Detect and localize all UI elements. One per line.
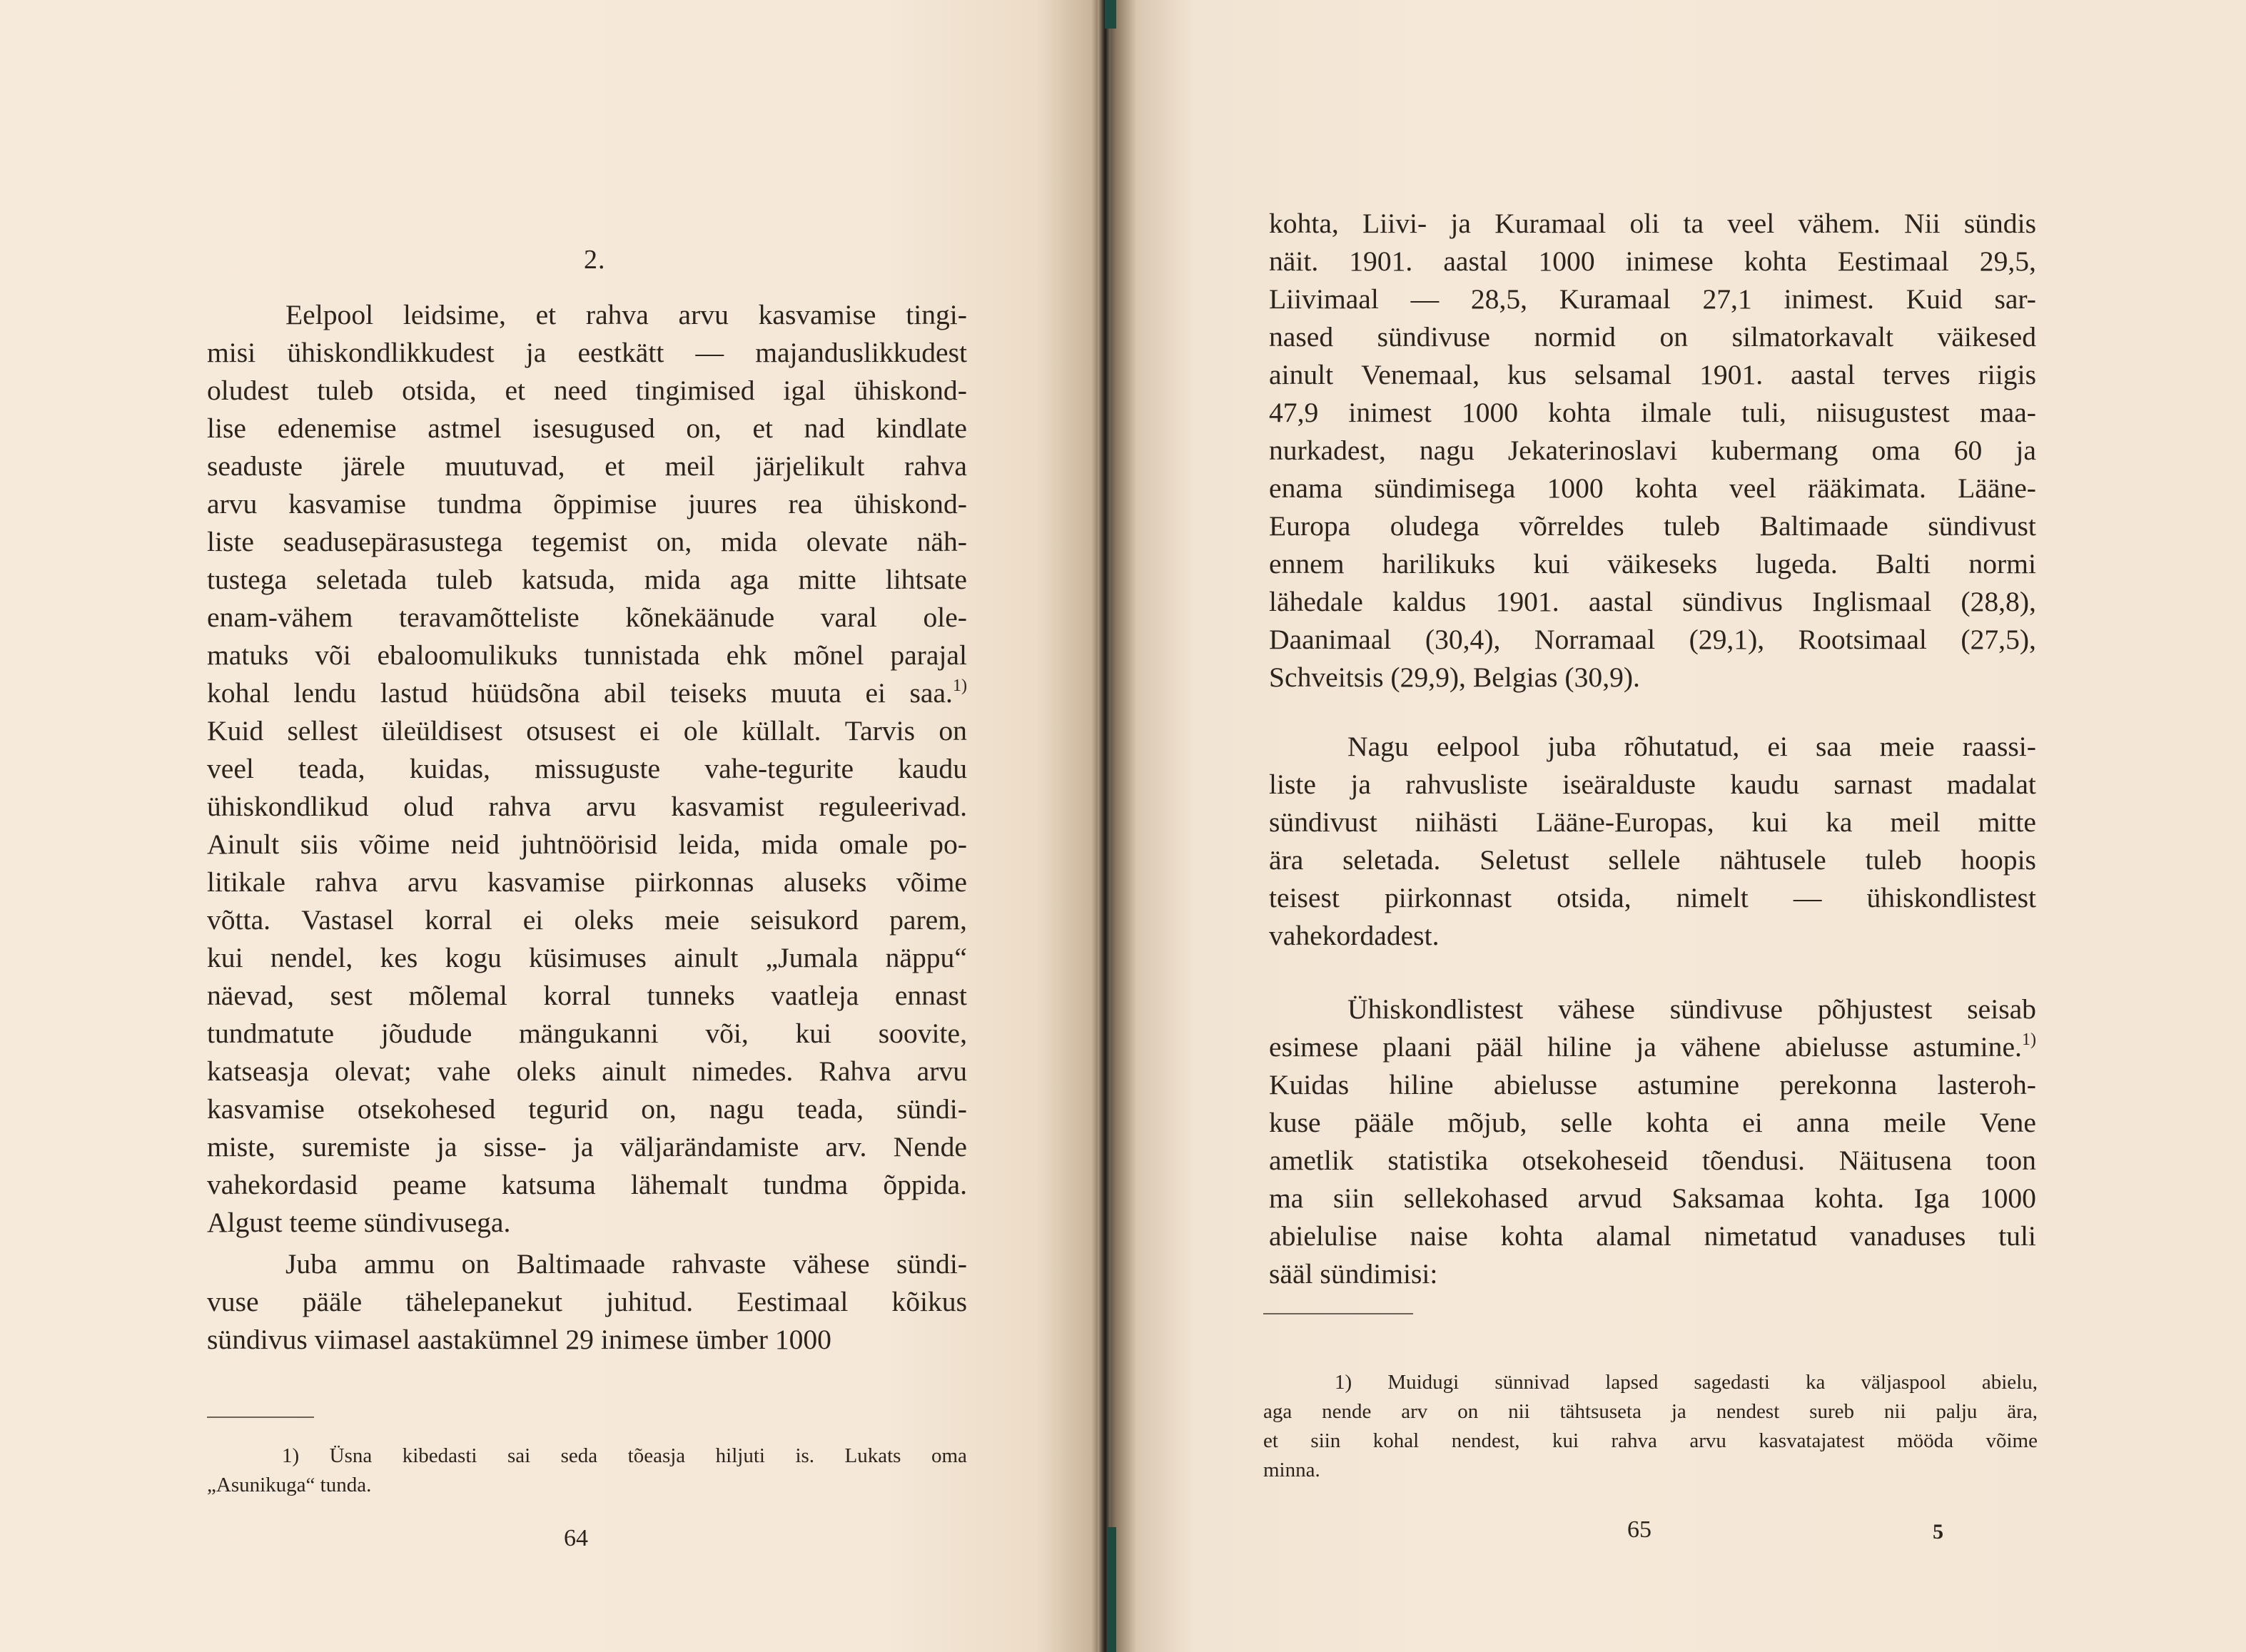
footnote-line: et siin kohal nendest, kui rahva arvu kasvatajatest mööda võime: [1263, 1429, 2038, 1452]
text-line: oludest tuleb otsida, et need tingimised igal ühiskond-: [207, 375, 967, 406]
text-line: Europa oludega võrreldes tuleb Baltimaade sündivust: [1269, 510, 2036, 542]
text-line: Ühiskondlistest vähese sündivuse põhjustest seisab: [1347, 993, 2036, 1025]
footnote-rule-left: [207, 1417, 314, 1418]
text-line: Algust teeme sündivusega.: [207, 1207, 511, 1238]
text-line: miste, suremiste ja sisse- ja väljarändamiste arv. Nende: [207, 1131, 967, 1162]
page-number-left: 64: [564, 1525, 588, 1551]
right-footnote: [1263, 1368, 2038, 1485]
text-line: sääl sündimisi:: [1269, 1258, 1438, 1289]
left-page-body: [207, 296, 967, 1359]
text-line: teisest piirkonnast otsida, nimelt — ühiskondlistest: [1269, 882, 2036, 913]
text-line: esimese plaani pääl hiline ja vähene abielusse astumine.$^{1)}$: [1269, 1030, 2036, 1063]
paragraph: [1269, 728, 2036, 955]
text-line: abielulise naise kohta alamal nimetatud vanaduses tuli: [1269, 1220, 2036, 1252]
paragraph: [1269, 205, 2036, 696]
signature-mark: 5: [1933, 1520, 1943, 1544]
text-line: lise edenemise astmel isesugused on, et nad kindlate: [207, 412, 967, 444]
text-line: ära seletada. Seletust sellele nähtusele tuleb hoopis: [1269, 844, 2036, 876]
footnote-line: 1) Üsna kibedasti sai seda tõeasja hiljuti is. Lukats oma: [282, 1444, 967, 1467]
text-line: arvu kasvamise tundma õppimise juures rea ühiskond-: [207, 488, 967, 520]
text-line: misi ühiskondlikkudest ja eestkätt — majanduslikkudest: [207, 337, 967, 368]
text-line: kohal lendu lastud hüüdsõna abil teiseks muuta ei saa.$^{1)}$: [207, 676, 967, 709]
text-line: Kuid sellest üleüldisest otsusest ei ole küllalt. Tarvis on: [207, 715, 967, 746]
text-line: kohta, Liivi- ja Kuramaal oli ta veel vähem. Nii sündis: [1269, 208, 2036, 239]
footnote-rule-right: [1263, 1313, 1413, 1314]
text-line: vahekordadest.: [1269, 920, 1440, 951]
text-line: Kuidas hiline abielusse astumine perekonna lasteroh-: [1269, 1069, 2036, 1100]
binding-thread-top: [1105, 0, 1116, 29]
text-line: tustega seletada tuleb katsuda, mida aga mitte lihtsate: [207, 564, 967, 595]
paragraph: [1269, 990, 2036, 1293]
text-line: võtta. Vastasel korral ei oleks meie seisukord parem,: [207, 904, 967, 936]
footnote-line: „Asunikuga“ tunda.: [207, 1474, 372, 1496]
paragraph: [207, 1245, 967, 1359]
text-line: enam-vähem teravamõtteliste kõnekäänude varal ole-: [207, 602, 967, 633]
text-line: enama sündimisega 1000 kohta veel rääkimata. Lääne-: [1269, 472, 2036, 504]
text-line: nurkadest, nagu Jekaterinoslavi kubermang oma 60 ja: [1269, 435, 2036, 466]
text-line: lähedale kaldus 1901. aastal sündivus Inglismaal (28,8),: [1269, 586, 2036, 617]
binding-thread-bottom: [1108, 1527, 1116, 1652]
text-line: liste ja rahvusliste iseäralduste kaudu sarnast madalat: [1269, 769, 2036, 800]
text-line: kuse pääle mõjub, selle kohta ei anna meile Vene: [1269, 1107, 2036, 1138]
text-line: Daanimaal (30,4), Norramaal (29,1), Rootsimaal (27,5),: [1269, 624, 2036, 655]
text-line: sündivust niihästi Lääne-Europas, kui ka meil mitte: [1269, 806, 2036, 838]
footnote-line: aga nende arv on nii tähtsuseta ja nendest sureb nii palju ära,: [1263, 1400, 2038, 1423]
text-line: Eelpool leidsime, et rahva arvu kasvamise tingi-: [285, 299, 967, 330]
text-line: Liivimaal — 28,5, Kuramaal 27,1 inimest. Kuid sar-: [1269, 283, 2036, 315]
page-number-right: 65: [1627, 1516, 1651, 1543]
text-line: kui nendel, kes kogu küsimuses ainult „Jumala näppu“: [207, 942, 967, 973]
footnote-line: 1) Muidugi sünnivad lapsed sagedasti ka väljaspool abielu,: [1335, 1371, 2038, 1394]
text-line: sündivus viimasel aastakümnel 29 inimese ümber 1000: [207, 1324, 831, 1355]
text-line: ametlik statistika otsekoheseid tõendusi. Näitusena toon: [1269, 1145, 2036, 1176]
section-heading: 2.: [584, 245, 606, 275]
text-line: vuse pääle tähelepanekut juhitud. Eestimaal kõikus: [207, 1286, 967, 1317]
text-line: matuks või ebaloomulikuks tunnistada ehk mõnel parajal: [207, 639, 967, 671]
left-footnote: [207, 1441, 967, 1500]
book-gutter: [1098, 0, 1111, 1652]
footnote-line: minna.: [1263, 1459, 1320, 1481]
text-line: ennem harilikuks kui väikeseks lugeda. Balti normi: [1269, 548, 2036, 579]
text-line: veel teada, kuidas, missuguste vahe-tegurite kaudu: [207, 753, 967, 784]
text-line: Juba ammu on Baltimaade rahvaste vähese sündi-: [285, 1248, 967, 1279]
text-line: Ainult siis võime neid juhtnöörisid leida, mida omale po-: [207, 828, 967, 860]
text-line: vahekordasid peame katsuma lähemalt tundma õppida.: [207, 1169, 967, 1200]
text-line: katseasja olevat; vahe oleks ainult nimedes. Rahva arvu: [207, 1055, 967, 1087]
text-line: liste seadusepärasustega tegemist on, mida olevate näh-: [207, 526, 967, 557]
text-line: näevad, sest mõlemal korral tunneks vaatleja ennast: [207, 980, 967, 1011]
text-line: 47,9 inimest 1000 kohta ilmale tuli, niisugustest maa-: [1269, 397, 2036, 428]
right-page-body: [1269, 205, 2036, 1293]
text-line: ma siin sellekohased arvud Saksamaa kohta. Iga 1000: [1269, 1182, 2036, 1214]
text-line: ainult Venemaal, kus selsamal 1901. aastal terves riigis: [1269, 359, 2036, 390]
text-line: ühiskondlikud olud rahva arvu kasvamist reguleerivad.: [207, 791, 967, 822]
text-line: litikale rahva arvu kasvamise piirkonnas aluseks võime: [207, 866, 967, 898]
text-line: seaduste järele muutuvad, et meil järjelikult rahva: [207, 450, 967, 482]
text-line: kasvamise otsekohesed tegurid on, nagu teada, sündi-: [207, 1093, 967, 1125]
text-line: näit. 1901. aastal 1000 inimese kohta Eestimaal 29,5,: [1269, 245, 2036, 277]
text-line: tundmatute jõudude mängukanni või, kui soovite,: [207, 1018, 967, 1049]
paragraph: [207, 296, 967, 1242]
text-line: nased sündivuse normid on silmatorkavalt väikesed: [1269, 321, 2036, 353]
text-line: Nagu eelpool juba rõhutatud, ei saa meie raassi-: [1347, 731, 2036, 762]
text-line: Schveitsis (29,9), Belgias (30,9).: [1269, 662, 1640, 693]
